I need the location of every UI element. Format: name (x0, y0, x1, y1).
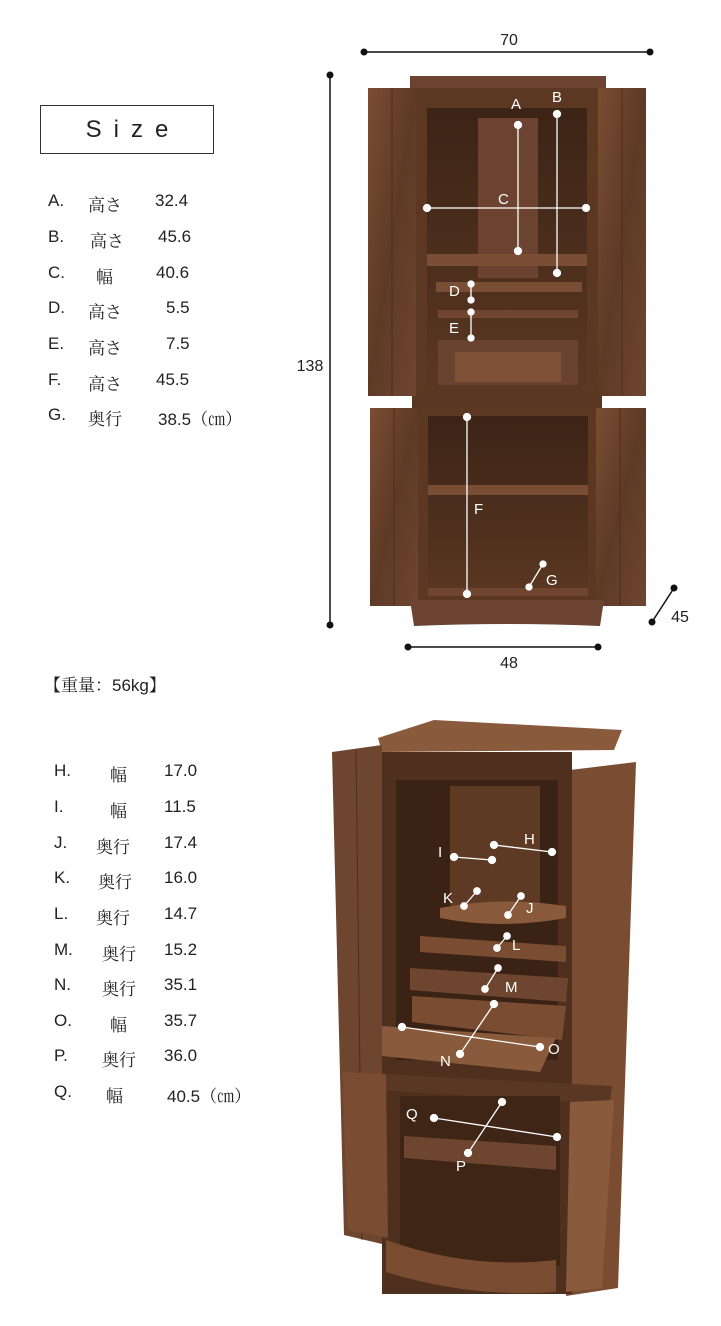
spec-letter: E. (48, 334, 65, 353)
marker-label-q: Q (406, 1106, 418, 1123)
marker-label-d: D (449, 283, 460, 300)
spec-label: 幅 (110, 802, 127, 821)
spec-label: 高さ (90, 232, 124, 251)
spec-letter: C. (48, 263, 65, 282)
spec-letter: F. (48, 370, 62, 389)
spec-value: 35.7 (164, 1011, 198, 1030)
dimension-width-top (361, 32, 654, 56)
spec-value: 40.5（㎝） (167, 1087, 252, 1106)
marker-label-n: N (440, 1053, 451, 1070)
spec-value: 5.5 (166, 298, 190, 317)
weight-label: 【重量：56kg】 (44, 676, 166, 695)
dim-bottom-width-label: 48 (500, 655, 518, 672)
spec-letter: M. (54, 940, 73, 959)
marker-label-o: O (548, 1041, 560, 1058)
marker-label-b: B (552, 89, 563, 106)
spec-label: 奥行 (102, 945, 136, 964)
marker-label-h: H (524, 831, 535, 848)
spec-letter: O. (54, 1011, 72, 1030)
marker-label-l: L (512, 937, 521, 954)
spec-letter: G. (48, 405, 66, 424)
marker-label-k: K (443, 890, 454, 907)
spec-value: 17.4 (164, 833, 198, 852)
spec-value: 36.0 (164, 1046, 198, 1065)
spec-value: 16.0 (164, 868, 198, 887)
spec-letter: L. (54, 904, 69, 923)
spec-letter: A. (48, 191, 65, 210)
spec-letter: I. (54, 797, 64, 816)
spec-letter: K. (54, 868, 71, 887)
marker-label-g: G (546, 572, 558, 589)
marker-label-a: A (511, 96, 522, 113)
marker-label-e: E (449, 320, 460, 337)
spec-label: 高さ (88, 375, 122, 394)
spec-label: 幅 (96, 268, 113, 287)
marker-label-m: M (505, 979, 518, 996)
dim-depth-label: 45 (671, 609, 689, 626)
perspective-view-diagram (0, 700, 721, 1326)
spec-label: 奥行 (88, 410, 122, 429)
dimension-height (297, 72, 334, 629)
spec-label: 幅 (106, 1087, 123, 1106)
spec-value: 11.5 (164, 797, 196, 816)
spec-value: 17.0 (164, 761, 198, 780)
spec-value: 38.5（㎝） (158, 410, 243, 429)
spec-label: 幅 (110, 766, 127, 785)
marker-label-p: P (456, 1158, 467, 1175)
spec-letter: B. (48, 227, 65, 246)
spec-value: 15.2 (164, 940, 198, 959)
cabinet-front-image (368, 76, 646, 626)
marker-label-j: J (526, 900, 534, 917)
dimension-width-bottom (405, 644, 602, 673)
spec-letter: Q. (54, 1082, 72, 1101)
spec-label: 高さ (88, 339, 122, 358)
spec-letter: D. (48, 298, 65, 317)
spec-value: 35.1 (164, 975, 198, 994)
spec-value: 45.6 (158, 227, 192, 246)
spec-label: 奥行 (96, 838, 130, 857)
spec-value: 14.7 (164, 904, 198, 923)
spec-letter: J. (54, 833, 68, 852)
size-title: Size (40, 105, 214, 154)
dim-top-width-label: 70 (500, 32, 518, 49)
dimension-depth (649, 585, 690, 627)
spec-label: 奥行 (98, 873, 132, 892)
spec-letter: N. (54, 975, 71, 994)
spec-letter: H. (54, 761, 71, 780)
spec-label: 奥行 (102, 980, 136, 999)
spec-label: 奥行 (96, 909, 130, 928)
dim-height-label: 138 (296, 358, 324, 375)
spec-label: 高さ (88, 196, 122, 215)
spec-label: 幅 (110, 1016, 127, 1035)
marker-label-c: C (498, 191, 509, 208)
spec-value: 45.5 (156, 370, 190, 389)
spec-value: 32.4 (155, 191, 189, 210)
marker-label-f: F (474, 501, 484, 518)
spec-letter: P. (54, 1046, 68, 1065)
cabinet-perspective-image (332, 720, 636, 1296)
marker-label-i: I (438, 844, 443, 861)
spec-value: 40.6 (156, 263, 190, 282)
spec-label: 高さ (88, 303, 122, 322)
spec-label: 奥行 (102, 1051, 136, 1070)
spec-value: 7.5 (166, 334, 190, 353)
